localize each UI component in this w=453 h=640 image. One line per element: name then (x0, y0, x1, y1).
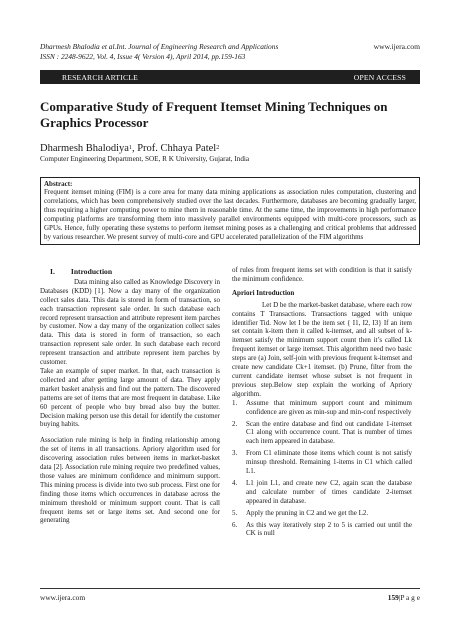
list-item: 6. As this way iteratively step 2 to 5 is carried out until the CK is null (232, 520, 412, 538)
section-number: I. (50, 267, 55, 276)
section-heading (40, 268, 220, 277)
paper-title: Comparative Study of Frequent Itemset Mining Techniques on Graphics Processor (40, 99, 388, 130)
banner-open-access: OPEN ACCESS (353, 72, 406, 82)
right-column (232, 266, 412, 541)
journal-url[interactable]: www.ijera.com (373, 42, 420, 51)
page-word: P a g e (400, 593, 420, 602)
running-header (40, 42, 420, 62)
issn-line: ISSN : 2248-9622, Vol. 4, Issue 4( Version 4), April 2014, pp.159-163 (40, 52, 246, 61)
author-line (40, 143, 219, 155)
continued-paragraph: of rules from frequent items set with condition is that it satisfy the minimum confidence. (232, 266, 412, 283)
affiliation: Computer Engineering Department, SOE, R K University, Gujarat, India (40, 155, 250, 163)
apriori-steps-list (232, 399, 412, 539)
intro-paragraph-1: Data mining also called as Knowledge Discovery in Databases (KDD) [1]. Now a day many of the organization collect sales data. This data is stored in form of transaction, so each transaction represent sale order. In such database each record represent transaction and attribute represent item parches by customer. Now a day many of the organization collect sales data. This data is stored in form of transaction, so each transaction represent sale order. In such database each record represent transaction and attribute represent item parches by customer. (40, 277, 220, 367)
page-footer (40, 588, 420, 602)
abstract-text: Frequent itemset mining (FIM) is a core area for many data mining applications as association rules computation, clustering and correlations, which has been comprehensively studied over the last decades. Furthermore, databases are becoming gradually larger, thus requiring a higher computing power to mine them in reasonable time. At the same time, the improvements in high performance computing platforms are transforming them into massively parallel environments equipped with multi-core processors, such as GPUs. Hence, fully operating these systems to perform itemset mining poses as a challenging and critical problems that addressed by various researcher. We present survey of multi-core and GPU accelerated parallelization of the FIM algorithms (44, 188, 416, 241)
intro-paragraph-2: Take an example of super market. In that, each transaction is collected and after getting large amount of data. They apply market basket analysis and find out the pattern. The discovered patterns are set of items that are most frequent in database. Like 60 percent of people who buy bread also buy the butter. Decision making person use this detail for identify the customer buying habits. (40, 366, 220, 429)
author-1-affil-mark: 1 (128, 145, 132, 151)
author-1: Dharmesh Bhalodiya (40, 143, 129, 154)
list-item: 5. Apply the pruning in C2 and we get the L2. (232, 508, 369, 517)
page-divider: | (398, 593, 401, 602)
journal-line: Dharmesh Bhalodia et al.Int. Journal of Engineering Research and Applications (40, 42, 279, 51)
list-item: 4. L1 join L1, and create new C2, again scan the database and calculate number of times candidate 2-itemset appeared in database. (232, 478, 412, 505)
author-2: , Prof. Chhaya Patel (131, 143, 217, 154)
list-item: 2. Scan the entire database and find out candidate 1-itemset C1 along with occurrence count. That is number of times each item appeared in database. (232, 419, 412, 446)
banner-research-article: RESEARCH ARTICLE (62, 72, 138, 82)
author-2-affil-mark: 2 (216, 145, 220, 151)
page-num-value: 159 (387, 593, 399, 602)
article-type-banner (40, 70, 420, 84)
apriori-paragraph: Let D be the market-basket database, where each row contains T Transactions. Transactions tagged with unique identifier Tid. Now let I be the item set { I1, I2, I3} If an item set contain k-item then it called k-itemset, and all subset of k-itemset satisfy the minimum support count then it’s called Lk frequent itemset or large itemset. This algorithm need two basic steps are (a) Join, self-join with previous frequent k-itemset and create new candidate Ck+1 itemset. (b) Prune, filter from the current candidate itemset whose subset is not frequent in previous step.Below step explain the working of Apriory algorithm. (232, 300, 412, 398)
list-item: 3. From C1 eliminate those items which count is not satisfy minsup threshold. Remaining 1-items in C1 which called L1. (232, 449, 412, 476)
section-title: Introduction (70, 267, 113, 276)
abstract-label: Abstract: (44, 180, 73, 188)
apriori-subheading: Apriori Introduction (232, 288, 295, 297)
intro-paragraph-3: Association rule mining is help in finding relationship among the set of items in all transactions. Apriory algorithm used for discovering association rules between items in market-basket data [2]. Association rule mining require two predefined values, those values are minimum confidence and minimum support. This mining process is divide into two sub process. First one for finding those items which occurrences in database across the minimum threshold or minimum support count. That is call frequent items set or large items set. And second one for generating (40, 436, 220, 525)
list-item: 1. Assume that minimum support count and minimum confidence are given as min-sup and min-conf respectively (232, 398, 412, 416)
footer-url[interactable]: www.ijera.com (40, 593, 86, 602)
abstract-box (40, 177, 420, 245)
left-column (40, 268, 220, 525)
page-number (388, 593, 420, 602)
